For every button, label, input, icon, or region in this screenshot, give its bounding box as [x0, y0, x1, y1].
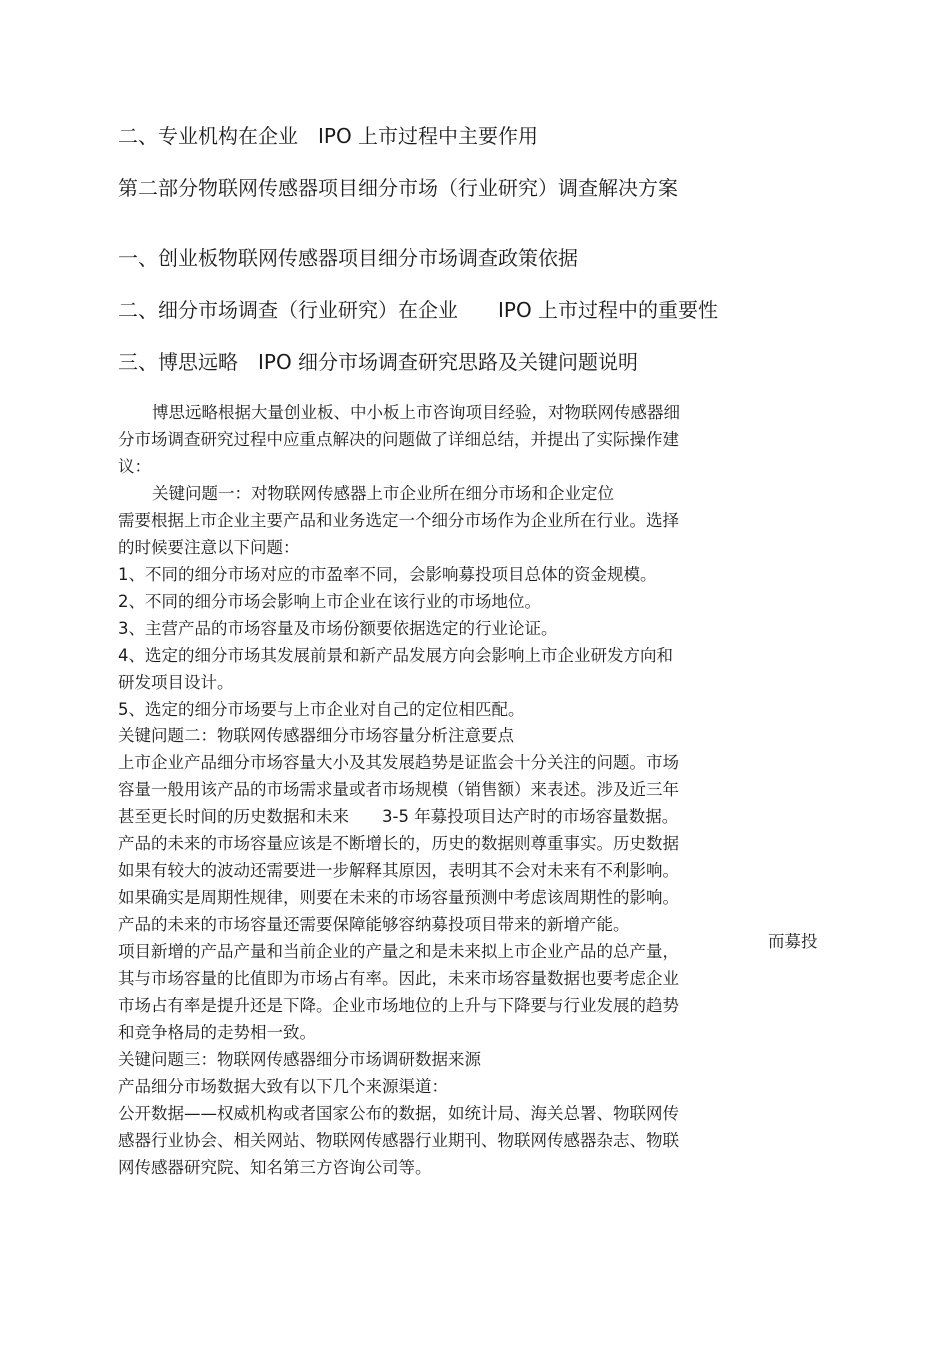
- key-issue-one-heading: 关键问题一：对物联网传感器上市企业所在细分市场和企业定位: [152, 484, 614, 503]
- paragraph-line: 需要根据上市企业主要产品和业务选定一个细分市场作为企业所在行业。选择: [118, 511, 679, 530]
- paragraph-line: 博思远略根据大量创业板、中小板上市咨询项目经验，对物联网传感器细: [152, 403, 680, 422]
- paragraph-line: 分市场调查研究过程中应重点解决的问题做了详细总结，并提出了实际操作建: [118, 430, 679, 449]
- paragraph-line: 的时候要注意以下问题：: [118, 538, 300, 557]
- key-issue-two-heading: 关键问题二：物联网传感器细分市场容量分析注意要点: [118, 726, 514, 745]
- list-item: 4、选定的细分市场其发展前景和新产品发展方向会影响上市企业研发方向和: [118, 646, 673, 665]
- list-item-continued: 研发项目设计。: [118, 673, 234, 692]
- paragraph-line: 和竞争格局的走势相一致。: [118, 1023, 316, 1042]
- paragraph-line: 其与市场容量的比值即为市场占有率。因此，未来市场容量数据也要考虑企业: [118, 969, 679, 988]
- section-heading-research-approach: 三、博思远略 IPO 细分市场调查研究思路及关键问题说明: [118, 350, 639, 374]
- paragraph-line: 公开数据——权威机构或者国家公布的数据，如统计局、海关总署、物联网传: [118, 1104, 679, 1123]
- paragraph-line: 如果有较大的波动还需要进一步解释其原因，表明其不会对未来有不利影响。: [118, 861, 679, 880]
- list-item: 1、不同的细分市场对应的市盈率不同，会影响募投项目总体的资金规模。: [118, 565, 657, 584]
- paragraph-line: 议：: [118, 457, 151, 476]
- list-item: 3、主营产品的市场容量及市场份额要依据选定的行业论证。: [118, 619, 558, 638]
- section-heading-role-of-agencies: 二、专业机构在企业 IPO 上市过程中主要作用: [118, 124, 539, 148]
- paragraph-line-tail: 而募投: [768, 931, 818, 951]
- paragraph-line: 甚至更长时间的历史数据和未来 3-5 年募投项目达产时的市场容量数据。: [118, 807, 679, 826]
- paragraph-line: 感器行业协会、相关网站、物联网传感器行业期刊、物联网传感器杂志、物联: [118, 1131, 679, 1150]
- section-heading-importance: 二、细分市场调查（行业研究）在企业 IPO 上市过程中的重要性: [118, 298, 719, 322]
- key-issue-three-heading: 关键问题三：物联网传感器细分市场调研数据来源: [118, 1050, 481, 1069]
- paragraph-line: 产品的未来的市场容量还需要保障能够容纳募投项目带来的新增产能。: [118, 915, 630, 934]
- paragraph-line: 市场占有率是提升还是下降。企业市场地位的上升与下降要与行业发展的趋势: [118, 996, 679, 1015]
- paragraph-line: 上市企业产品细分市场容量大小及其发展趋势是证监会十分关注的问题。市场: [118, 753, 679, 772]
- section-heading-policy-basis: 一、创业板物联网传感器项目细分市场调查政策依据: [118, 246, 578, 270]
- paragraph-line: 容量一般用该产品的市场需求量或者市场规模（销售额）来表述。涉及近三年: [118, 780, 679, 799]
- paragraph-line: 产品细分市场数据大致有以下几个来源渠道：: [118, 1077, 448, 1096]
- part-two-title: 第二部分物联网传感器项目细分市场（行业研究）调查解决方案: [118, 176, 678, 200]
- paragraph-line: 如果确实是周期性规律，则要在未来的市场容量预测中考虑该周期性的影响。: [118, 888, 679, 907]
- paragraph-line: 项目新增的产品产量和当前企业的产量之和是未来拟上市企业产品的总产量，: [118, 942, 679, 961]
- list-item: 5、选定的细分市场要与上市企业对自己的定位相匹配。: [118, 700, 525, 719]
- paragraph-line: 网传感器研究院、知名第三方咨询公司等。: [118, 1158, 432, 1177]
- list-item: 2、不同的细分市场会影响上市企业在该行业的市场地位。: [118, 592, 541, 611]
- paragraph-line: 产品的未来的市场容量应该是不断增长的，历史的数据则尊重事实。历史数据: [118, 834, 679, 853]
